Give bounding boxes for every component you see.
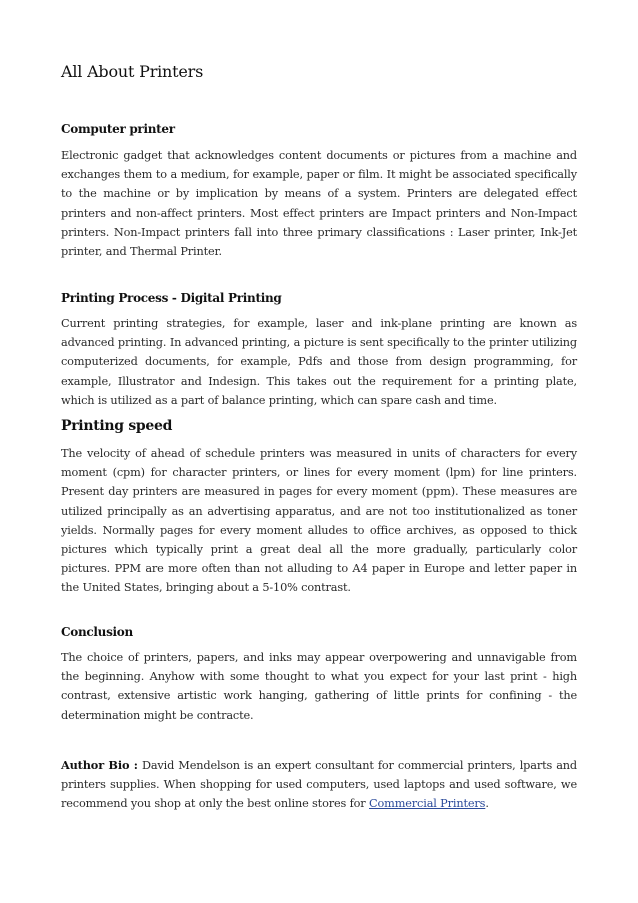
section-body-computer-printer: Electronic gadget that acknowledges content documents or pictures from a machine and exchanges them to a medium, for example, paper or film. It might be associated specifically to the machine or by implication by means of a system. Printers are delegated effect printers and non-affect printers. Most effect printers are Impact printers and Non-Impact printers. Non-Impact printers fall into three primary classifications : Laser printer, Ink-Jet printer, and Thermal Printer. xyxy=(61,149,577,259)
page-title: All About Printers xyxy=(61,62,204,81)
section-body-printing-speed: The velocity of ahead of schedule printers was measured in units of characters for every moment (cpm) for character printers, or lines for every moment (lpm) for line printers. Present day printers are measured in pages for every moment (ppm). These measures are utilized principally as an advertising apparatus, and are not too institutionalized as toner yields. Normally pages for every moment alludes to office archives, as opposed to thick pictures which typically print a great deal all the more gradually, particularly color pictures. PPM are more often than not alluding to A4 paper in Europe and letter paper in the United States, bringing about a 5-10% contrast. xyxy=(61,447,577,595)
section-body-conclusion: The choice of printers, papers, and inks may appear overpowering and unnavigable from the beginning. Anyhow with some thought to what you expect for your last print - high contrast, extensive artistic work hanging, gathering of little prints for confining - the determination might be contracte. xyxy=(61,651,577,722)
section-heading-conclusion: Conclusion xyxy=(61,625,133,639)
section-heading-computer-printer: Computer printer xyxy=(61,122,175,136)
author-bio-text: David Mendelson is an expert consultant for commercial printers, lparts and printers supplies. When shopping for used computers, used laptops and used software, we recommend you shop at only the best online stores for xyxy=(61,759,578,811)
author-bio-label: Author Bio : xyxy=(61,758,138,772)
section-heading-printing-speed: Printing speed xyxy=(61,418,173,434)
author-bio-end: . xyxy=(485,797,489,811)
section-body-printing-process: Current printing strategies, for example, laser and ink-plane printing are known as advanced printing. In advanced printing, a picture is sent specifically to the printer utilizing computerized documents, for example, Pdfs and those from design programming, for example, Illustrator and Indesign. This takes out the requirement for a printing plate, which is utilized as a part of balance printing, which can spare cash and time. xyxy=(61,317,577,407)
commercial-printers-link[interactable]: Commercial Printers xyxy=(369,797,486,811)
author-bio xyxy=(61,756,577,814)
section-heading-printing-process: Printing Process - Digital Printing xyxy=(61,291,282,305)
